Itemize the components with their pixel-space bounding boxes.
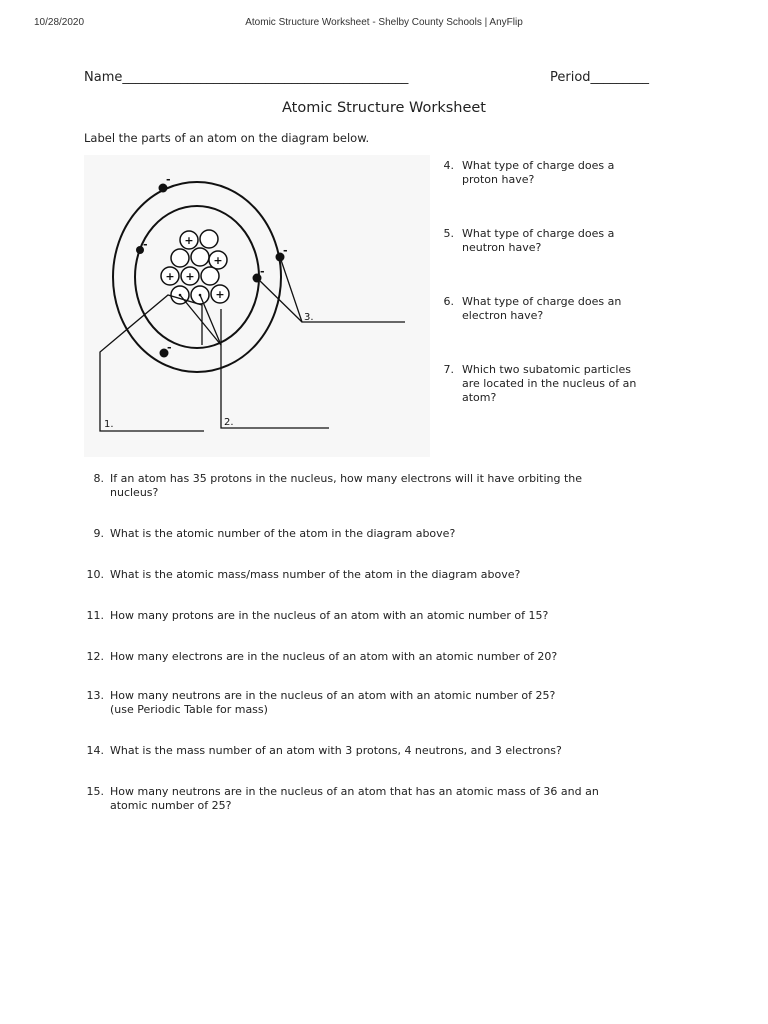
- electron-sign: -: [143, 238, 148, 251]
- question-text-line: (use Periodic Table for mass): [110, 703, 268, 716]
- leader-lines: [100, 257, 405, 431]
- proton-sign: +: [165, 270, 175, 283]
- question-number: 9.: [93, 527, 104, 540]
- question-number: 13.: [86, 689, 104, 702]
- question-text-line: are located in the nucleus of an: [462, 377, 637, 390]
- question-number: 15.: [86, 785, 104, 798]
- question-text-line: neutron have?: [462, 241, 542, 254]
- name-field-label: Name____________________________________________: [84, 70, 409, 85]
- question-text-line: How many protons are in the nucleus of an atom with an atomic number of 15?: [110, 609, 549, 622]
- question-number: 11.: [86, 609, 104, 622]
- worksheet-title: Atomic Structure Worksheet: [281, 100, 486, 116]
- leader-line-1: [100, 295, 204, 431]
- nucleon: [171, 249, 189, 267]
- question-number: 14.: [86, 744, 104, 757]
- question-number: 12.: [86, 650, 104, 663]
- question-text-line: What type of charge does a: [462, 159, 615, 172]
- question-text-line: atom?: [462, 391, 497, 404]
- question-text-line: How many neutrons are in the nucleus of an atom with an atomic number of 25?: [110, 689, 556, 702]
- proton-sign: +: [185, 270, 195, 283]
- question-number: 7.: [443, 363, 454, 376]
- diagram-label-3: 3.: [304, 312, 314, 323]
- electron-sign: -: [283, 244, 288, 257]
- question-number: 8.: [93, 472, 104, 485]
- proton-sign: +: [215, 288, 225, 301]
- leader-line-2: [221, 309, 329, 428]
- question-text-line: How many neutrons are in the nucleus of an atom that has an atomic mass of 36 and an: [110, 785, 599, 798]
- question-text-line: What type of charge does a: [462, 227, 615, 240]
- question-number: 4.: [443, 159, 454, 172]
- question-text-line: How many electrons are in the nucleus of an atom with an atomic number of 20?: [110, 650, 558, 663]
- electron-sign: -: [167, 341, 172, 354]
- atom-diagram-svg: [84, 155, 430, 457]
- proton-sign: +: [184, 234, 194, 247]
- question-number: 10.: [86, 568, 104, 581]
- period-field-label: Period_________: [550, 70, 650, 85]
- nucleon: [191, 248, 209, 266]
- question-text-line: What is the mass number of an atom with 3 protons, 4 neutrons, and 3 electrons?: [110, 744, 562, 757]
- diagram-label-1: 1.: [104, 419, 114, 430]
- question-text-line: What type of charge does an: [462, 295, 622, 308]
- electron-sign: -: [260, 265, 265, 278]
- diagram-label-2: 2.: [224, 417, 234, 428]
- nucleon: [201, 267, 219, 285]
- question-text-line: atomic number of 25?: [110, 799, 232, 812]
- question-text-line: What is the atomic number of the atom in the diagram above?: [110, 527, 456, 540]
- question-text-line: If an atom has 35 protons in the nucleus, how many electrons will it have orbiting the: [110, 472, 583, 485]
- question-number: 6.: [443, 295, 454, 308]
- question-text-line: What is the atomic mass/mass number of the atom in the diagram above?: [110, 568, 521, 581]
- question-text-line: electron have?: [462, 309, 544, 322]
- question-text-line: proton have?: [462, 173, 535, 186]
- question-text-line: nucleus?: [110, 486, 159, 499]
- print-date: 10/28/2020: [34, 17, 85, 28]
- worksheet-instruction: Label the parts of an atom on the diagram below.: [84, 131, 370, 145]
- question-number: 5.: [443, 227, 454, 240]
- nucleon: [200, 230, 218, 248]
- print-page-title: Atomic Structure Worksheet - Shelby County Schools | AnyFlip: [245, 17, 523, 28]
- question-text-line: Which two subatomic particles: [462, 363, 631, 376]
- proton-sign: +: [213, 254, 223, 267]
- electron-sign: -: [166, 173, 171, 186]
- leader-line-3: [280, 257, 405, 322]
- atom-diagram: [84, 155, 430, 457]
